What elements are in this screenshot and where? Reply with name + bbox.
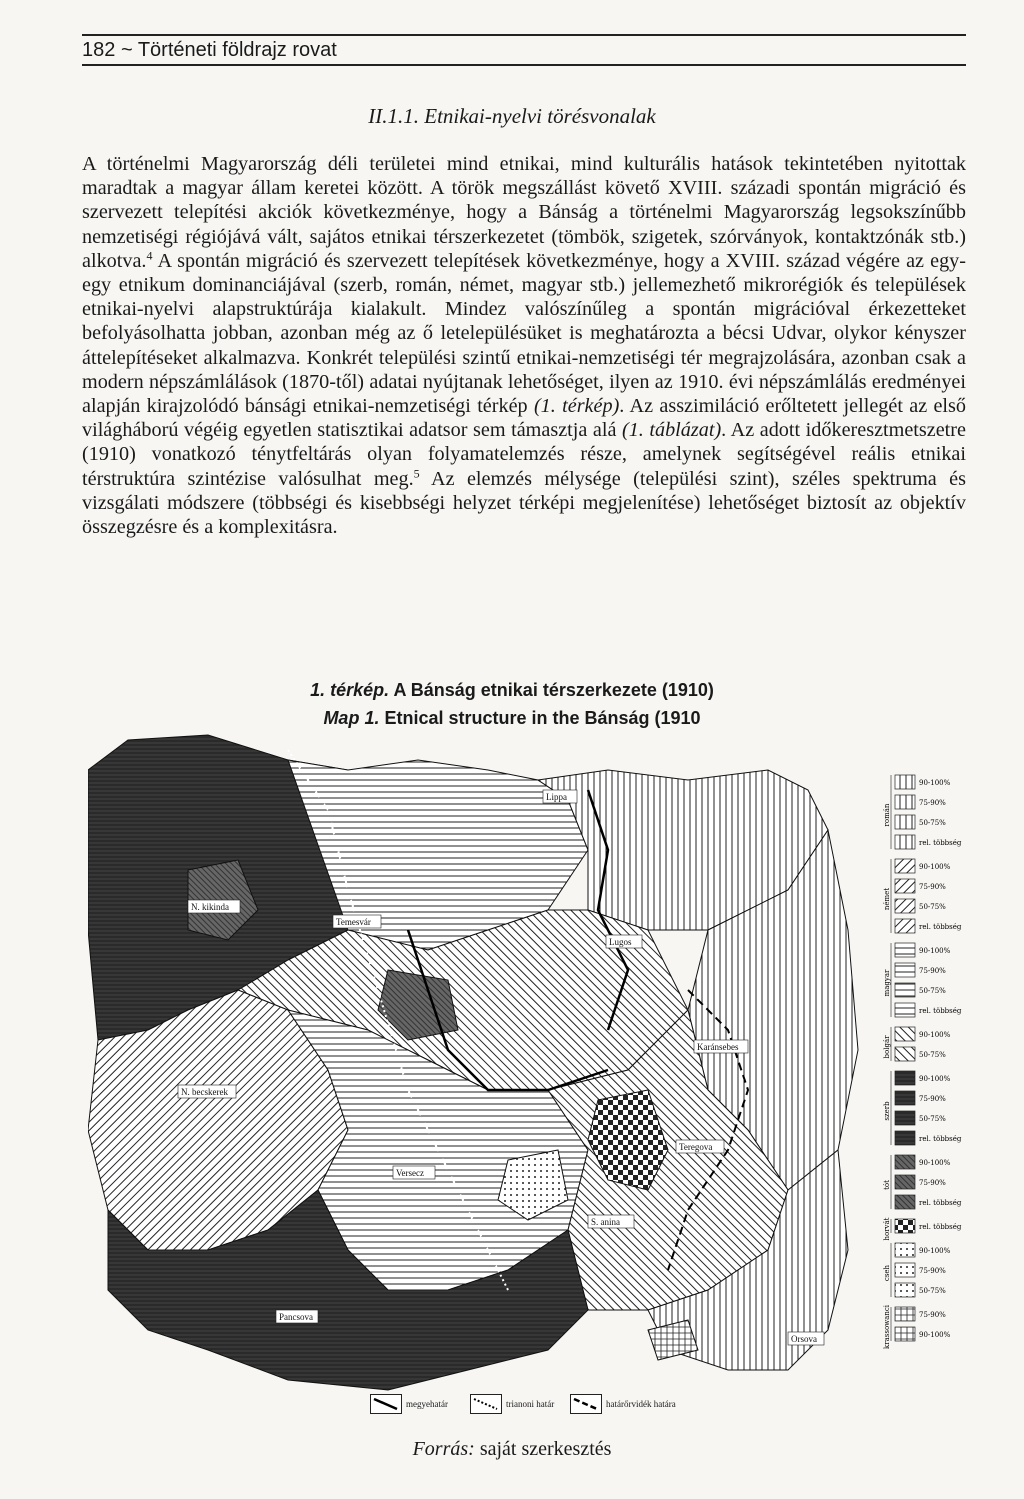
legend-swatch xyxy=(895,879,915,893)
military-border-symbol xyxy=(570,1394,602,1414)
para-part-1: A történelmi Magyarország déli területei mind etnikai, mind kulturális hatások tekintetében nyitottak maradtak a magyar állam keretei között. A török megszállást követő XVIII. századi spontán migráció és szervezett telepítési akciók következménye, hogy a Bánság a történelmi Magyarország legsokszínűbb nemzetiségi régiójává vált, sajátos etnikai térszerkezetet (tömbök, szigetek, szórványok, kontaktzónák stb.) alkotva. xyxy=(82,153,966,272)
label-karansebes: Karánsebes xyxy=(697,1042,739,1052)
legend-swatch xyxy=(895,1327,915,1341)
legend-swatch xyxy=(895,1263,915,1277)
label-versecz: Versecz xyxy=(396,1168,424,1178)
legend-swatch xyxy=(895,1003,915,1017)
running-header xyxy=(82,34,966,66)
para-part-3: . Az asszimiláció erőltetett jellegét az első világháború végéig egyetlen statisztikai adatsor sem támasztja alá xyxy=(82,395,966,442)
legend-swatch xyxy=(895,815,915,829)
map-title-hu xyxy=(0,680,1024,701)
ethnic-map-svg xyxy=(88,730,968,1418)
label-teregova: Teregova xyxy=(679,1142,713,1152)
legend-swatch xyxy=(895,1111,915,1125)
legend-item-label: rel. többség xyxy=(919,839,962,847)
legend-group-label: horvát xyxy=(883,1217,891,1241)
legend-item-label: rel. többség xyxy=(919,1007,962,1015)
para-part-2: A spontán migráció és szervezett telepítések következménye, hogy a XVIII. század végére az egy-egy etnikum dominanciájával (szerb, román, német, magyar stb.) jellemezhető mikrorégiók és települések etnikai-nyelvi alapstruktúrája kialakult. Mindez valószínűleg a spontán migrációval érkezetteket befolyásolhatta jobban, azonban még az ő letelepülésüket is meghatározta a bécsi Udvar, olykor kényszer áttelepítéseket alkalmazva. Konkrét települési szintű etnikai-nemzetiségi tér megrajzolására, azonban csak a modern népszámlálások (1870-től) adatai nyújtanak lehetőséget, ilyen az 1910. évi népszámlálás eredményei alapján kirajzolódó bánsági etnikai-nemzetiségi térkép xyxy=(82,249,966,418)
legend-item-label: 90-100% xyxy=(919,1247,951,1255)
legend-swatch xyxy=(895,1091,915,1105)
legend-item-label: rel. többség xyxy=(919,1223,962,1231)
label-n-kikinda: N. kikinda xyxy=(191,902,229,912)
legend-item-label: 50-75% xyxy=(919,987,946,995)
header-separator: ~ xyxy=(120,39,133,61)
source-line xyxy=(0,1438,1024,1461)
legend-group-label: bolgár xyxy=(883,1035,891,1059)
legend-swatch xyxy=(895,835,915,849)
source-label: Forrás: xyxy=(412,1438,475,1460)
label-n-becskerek: N. becskerek xyxy=(181,1087,228,1097)
legend-item-label: 75-90% xyxy=(919,1095,946,1103)
header-section: Történeti földrajz rovat xyxy=(137,39,337,61)
legend-swatch xyxy=(895,1243,915,1257)
legend-swatch xyxy=(895,795,915,809)
map-title-en xyxy=(0,708,1024,729)
legend-swatch xyxy=(895,919,915,933)
ethnic-map xyxy=(88,730,968,1418)
legend-swatch xyxy=(895,775,915,789)
legend-item-label: 90-100% xyxy=(919,947,951,955)
legend-swatch xyxy=(895,1131,915,1145)
legend-item-label: 75-90% xyxy=(919,799,946,807)
legend-item-label: rel. többség xyxy=(919,1199,962,1207)
legend-item-label: 90-100% xyxy=(919,779,951,787)
legend-swatch xyxy=(895,859,915,873)
legend-group-label: román xyxy=(883,803,891,827)
legend-swatch xyxy=(895,983,915,997)
legend-item-label: 90-100% xyxy=(919,1075,951,1083)
legend-item-label: 90-100% xyxy=(919,1331,951,1339)
legend-military-label: határőrvidék határa xyxy=(606,1399,676,1409)
legend-military-border xyxy=(570,1394,676,1414)
map-legend xyxy=(883,775,962,1349)
map-regions xyxy=(88,735,858,1390)
legend-swatch xyxy=(895,1283,915,1297)
legend-group-label: szerb xyxy=(883,1101,891,1121)
legend-swatch xyxy=(895,943,915,957)
legend-item-label: 90-100% xyxy=(919,1159,951,1167)
legend-swatch xyxy=(895,1307,915,1321)
legend-group-label: tót xyxy=(883,1180,891,1190)
table-reference: (1. táblázat) xyxy=(621,419,722,442)
legend-swatch xyxy=(895,963,915,977)
legend-item-label: 50-75% xyxy=(919,1115,946,1123)
map-title-hu-text: A Bánság etnikai térszerkezete (1910) xyxy=(389,680,714,700)
para-part-5: Az elemzés mélysége (települési szint), széles spektruma és vizsgálati módszere (többségi és kisebbségi helyzet térképi megjelenítése) lehetőséget biztosít az objektív összegzésre és a komplexitásra. xyxy=(82,467,966,539)
map-title-hu-prefix: 1. térkép. xyxy=(310,680,390,700)
source-text: saját szerkesztés xyxy=(474,1438,612,1460)
section-title: II.1.1. Etnikai-nyelvi törésvonalak xyxy=(368,104,656,128)
legend-item-label: 75-90% xyxy=(919,1267,946,1275)
legend-county-label: megyehatár xyxy=(406,1399,448,1409)
para-part-4: . Az adott időkeresztmetszetre (1910) vonatkozó ténytfeltárás olyan folyamatelemzés része, amelynek segítségével reális etnikai térstruktúra szintézise valósulhat meg. xyxy=(82,419,966,490)
legend-item-label: 75-90% xyxy=(919,883,946,891)
legend-group-label: krassowanci xyxy=(883,1305,891,1349)
legend-item-label: 50-75% xyxy=(919,819,946,827)
footnote-ref-4: 4 xyxy=(146,248,153,263)
map-title-en-text: Etnical structure in the Bánság (1910 xyxy=(379,708,701,728)
legend-trianon-label: trianoni határ xyxy=(506,1399,555,1409)
legend-item-label: 75-90% xyxy=(919,1179,946,1187)
legend-swatch xyxy=(895,899,915,913)
legend-item-label: rel. többség xyxy=(919,923,962,931)
legend-swatch xyxy=(895,1027,915,1041)
county-border-symbol xyxy=(370,1394,402,1414)
label-pancsova: Pancsova xyxy=(279,1312,313,1322)
label-lippa: Lippa xyxy=(546,792,567,802)
legend-group-label: cseh xyxy=(883,1264,891,1282)
label-orsova: Orsova xyxy=(791,1334,817,1344)
legend-group-label: magyar xyxy=(883,969,891,997)
legend-item-label: 90-100% xyxy=(919,1031,951,1039)
legend-trianon-border xyxy=(470,1394,554,1414)
map-title-en-prefix: Map 1. xyxy=(323,708,380,728)
legend-item-label: 50-75% xyxy=(919,1051,946,1059)
legend-item-label: rel. többség xyxy=(919,1135,962,1143)
bottom-legend xyxy=(370,1390,710,1420)
legend-group-label: német xyxy=(883,887,891,911)
label-s-anina: S. anina xyxy=(591,1217,620,1227)
legend-swatch xyxy=(895,1047,915,1061)
legend-item-label: 75-90% xyxy=(919,1311,946,1319)
legend-swatch xyxy=(895,1071,915,1085)
label-lugos: Lugos xyxy=(609,937,632,947)
legend-swatch xyxy=(895,1219,915,1233)
legend-swatch xyxy=(895,1155,915,1169)
legend-item-label: 50-75% xyxy=(919,903,946,911)
footnote-ref-5: 5 xyxy=(413,465,420,480)
page-number: 182 xyxy=(82,39,116,61)
map-reference: (1. térkép) xyxy=(533,395,620,418)
legend-county-border xyxy=(370,1394,448,1414)
legend-item-label: 50-75% xyxy=(919,1287,946,1295)
label-temesvar: Temesvár xyxy=(336,917,371,927)
legend-item-label: 75-90% xyxy=(919,967,946,975)
body-paragraph xyxy=(82,152,966,539)
legend-swatch xyxy=(895,1175,915,1189)
trianon-border-symbol xyxy=(470,1394,502,1414)
legend-swatch xyxy=(895,1195,915,1209)
legend-item-label: 90-100% xyxy=(919,863,951,871)
